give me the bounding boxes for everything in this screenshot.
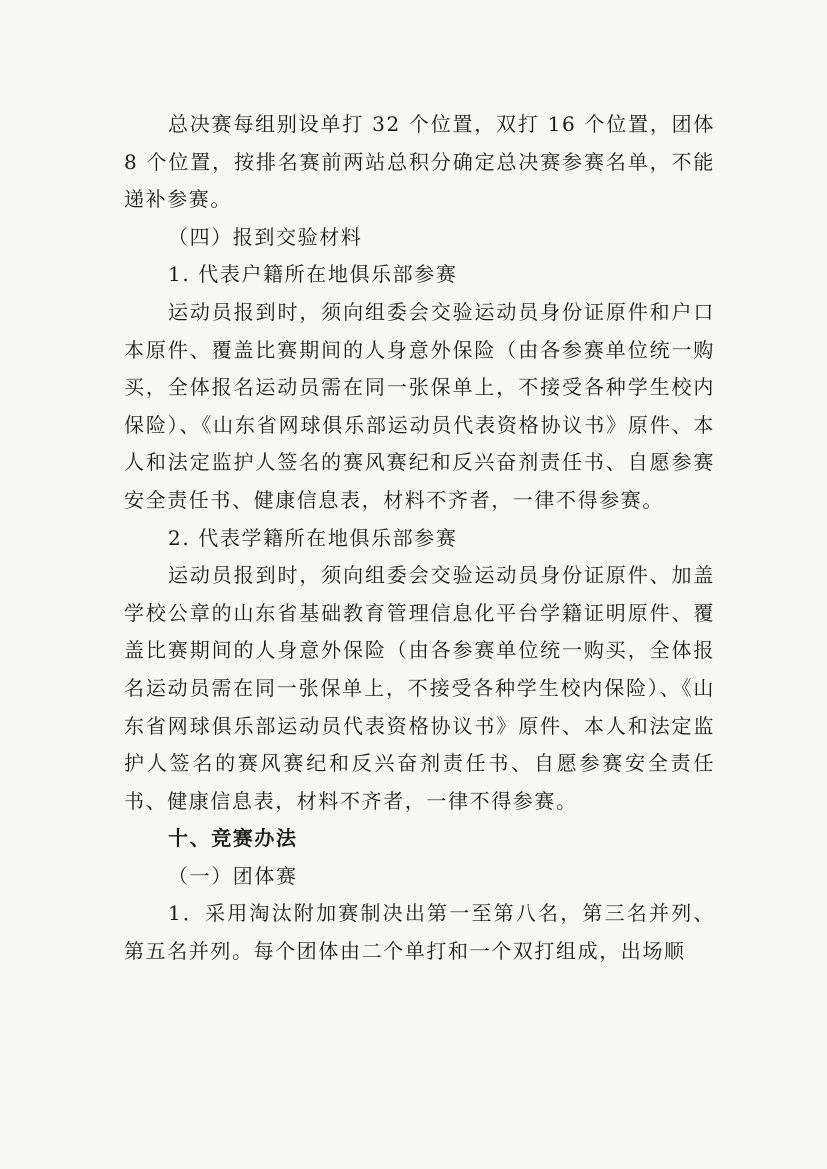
paragraph-final-qualification: 总决赛每组别设单打 32 个位置，双打 16 个位置，团体 8 个位置，按排名赛前两站总积分确定总决赛参赛名单，不能递补参赛。	[124, 112, 715, 212]
section-heading-competition-method: 十、竞赛办法	[168, 826, 298, 851]
paragraph-school-requirements: 运动员报到时，须向组委会交验运动员身份证原件、加盖学校公章的山东省基础教育管理信息化平台学籍证明原件、覆盖比赛期间的人身意外保险（由各参赛单位统一购买，全体报名运动员需在同一张保单上，不接受各种学生校内保险）、《山东省网球俱乐部运动员代表资格协议书》原件、本人和法定监护人签名的赛风赛纪和反兴奋剂责任书、自愿参赛安全责任书、健康信息表，材料不齐者，一律不得参赛。	[124, 563, 715, 813]
paragraph-household-requirements: 运动员报到时，须向组委会交验运动员身份证原件和户口本原件、覆盖比赛期间的人身意外保险（由各参赛单位统一购买，全体报名运动员需在同一张保单上，不接受各种学生校内保险）、《山东省网球俱乐部运动员代表资格协议书》原件、本人和法定监护人签名的赛风赛纪和反兴奋剂责任书、自愿参赛安全责任书、健康信息表，材料不齐者，一律不得参赛。	[124, 299, 715, 512]
paragraph-team-format: 1．采用淘汰附加赛制决出第一至第八名，第三名并列、第五名并列。每个团体由二个单打和一个双打组成，出场顺	[124, 901, 715, 964]
item-school-club: 2. 代表学籍所在地俱乐部参赛	[168, 525, 458, 550]
item-household-club: 1. 代表户籍所在地俱乐部参赛	[168, 262, 458, 287]
subheading-team-event: （一）团体赛	[168, 863, 298, 888]
subheading-registration-materials: （四）报到交验材料	[168, 224, 363, 249]
